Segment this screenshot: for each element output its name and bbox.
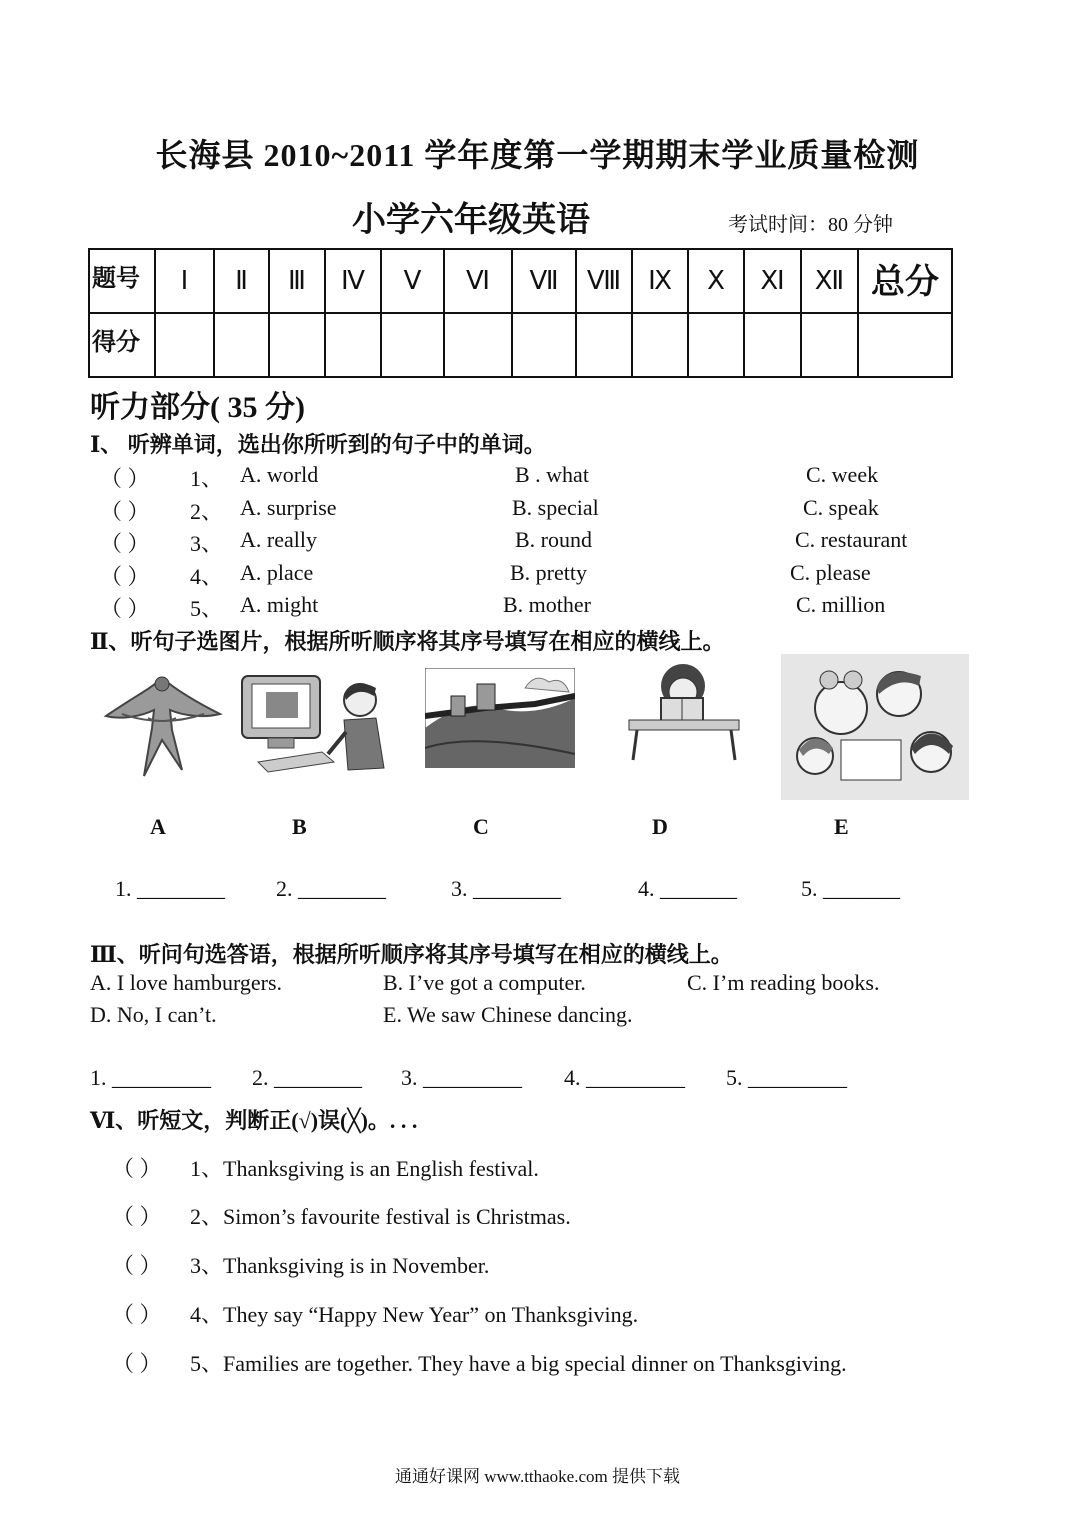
part4-instruction: Ⅵ、听短文，判断正(√)误(╳)。. . . [90,1108,418,1133]
score-col-11: Ⅺ [744,249,801,313]
score-cell[interactable] [214,313,269,377]
option-a: A. really [240,527,317,552]
score-col-4: Ⅳ [325,249,381,313]
answer-bracket[interactable]: （ ） [100,564,150,589]
statement-text: 5、Families are together. They have a big special dinner on Thanksgiving. [190,1351,847,1376]
option-b: B . what [515,462,589,487]
score-cell[interactable] [576,313,632,377]
answer-bracket[interactable]: （ ） [100,499,150,524]
picture-label-c: C [473,814,489,839]
item-number: 1、 [190,466,224,491]
answer-bracket[interactable]: （ ） [112,1351,162,1376]
part1-instruction: Ⅰ、 听辨单词，选出你所听到的句子中的单词。 [90,432,546,457]
answer-blank[interactable]: 4. _______ [638,876,737,901]
picture-label-e: E [834,814,849,839]
answer-bracket[interactable]: （ ） [112,1156,162,1181]
score-cell[interactable] [744,313,801,377]
answer-option: C. I’m reading books. [687,970,880,995]
answer-option: E. We saw Chinese dancing. [383,1002,633,1027]
statement-text: 4、They say “Happy New Year” on Thanksgiving. [190,1302,639,1327]
score-row-label-number: 题号 [89,249,155,313]
score-cell[interactable] [632,313,688,377]
score-cell[interactable] [381,313,444,377]
score-table [88,248,953,378]
statement-text: 2、Simon’s favourite festival is Christmas. [190,1204,571,1229]
score-col-10: Ⅹ [688,249,744,313]
option-c: C. please [790,560,871,585]
exam-title: 长海县 2010~2011 学年度第一学期期末学业质量检测 [155,137,920,173]
answer-blank[interactable]: 2. ________ [276,876,386,901]
item-number: 4、 [190,564,224,589]
answer-blank[interactable]: 5. _________ [726,1065,847,1090]
answer-option: B. I’ve got a computer. [383,970,586,995]
option-a: A. place [240,560,314,585]
answer-bracket[interactable]: （ ） [112,1204,162,1229]
score-col-6: Ⅵ [444,249,512,313]
answer-blank[interactable]: 1. _________ [90,1065,211,1090]
score-cell[interactable] [269,313,325,377]
picture-label-b: B [292,814,307,839]
answer-bracket[interactable]: （ ） [112,1253,162,1278]
answer-blank[interactable]: 3. _________ [401,1065,522,1090]
score-cell[interactable] [444,313,512,377]
answer-option: A. I love hamburgers. [90,970,283,995]
option-c: C. million [796,592,886,617]
score-total-label: 总分 [858,249,952,313]
answer-blank[interactable]: 4. _________ [564,1065,685,1090]
score-col-1: Ⅰ [155,249,214,313]
statement-text: 3、Thanksgiving is in November. [190,1253,490,1278]
answer-blank[interactable]: 3. ________ [451,876,561,901]
part2-instruction: Ⅱ、听句子选图片，根据所听顺序将其序号填写在相应的横线上。 [90,629,725,654]
score-cell[interactable] [325,313,381,377]
score-cell[interactable] [801,313,858,377]
score-col-8: Ⅷ [576,249,632,313]
great-wall-icon [425,668,575,768]
answer-blank[interactable]: 1. ________ [115,876,225,901]
option-b: B. round [515,527,592,552]
exam-subtitle: 小学六年级英语 [352,202,590,239]
item-number: 2、 [190,499,224,524]
answer-blank[interactable]: 5. _______ [801,876,900,901]
option-b: B. mother [503,592,591,617]
statement-text: 1、Thanksgiving is an English festival. [190,1156,539,1181]
answer-blank[interactable]: 2. ________ [252,1065,362,1090]
score-cell[interactable] [155,313,214,377]
score-row-label-score: 得分 [89,313,155,377]
picture-label-d: D [652,814,668,839]
score-col-3: Ⅲ [269,249,325,313]
kite-icon [92,658,232,788]
part3-instruction: Ⅲ、听问句选答语，根据所听顺序将其序号填写在相应的横线上。 [90,942,733,967]
computer-boy-icon [238,670,390,776]
item-number: 3、 [190,531,224,556]
option-c: C. week [806,462,879,487]
picture-label-a: A [150,814,166,839]
option-a: A. might [240,592,319,617]
option-a: A. surprise [240,495,337,520]
score-col-2: Ⅱ [214,249,269,313]
answer-bracket[interactable]: （ ） [100,596,150,621]
reading-girl-icon [625,662,743,762]
children-icon [781,654,969,800]
answer-bracket[interactable]: （ ） [100,466,150,491]
score-cell[interactable] [688,313,744,377]
option-a: A. world [240,462,319,487]
score-cell[interactable] [512,313,576,377]
answer-bracket[interactable]: （ ） [112,1302,162,1327]
answer-option: D. No, I can’t. [90,1002,217,1027]
score-col-7: Ⅶ [512,249,576,313]
option-c: C. restaurant [795,527,908,552]
page-footer: 通通好课网 www.tthaoke.com 提供下载 [394,1467,681,1486]
score-total-cell[interactable] [858,313,952,377]
listening-heading: 听力部分( 35 分) [90,391,305,424]
score-col-5: Ⅴ [381,249,444,313]
score-col-12: Ⅻ [801,249,858,313]
answer-bracket[interactable]: （ ） [100,531,150,556]
item-number: 5、 [190,596,224,621]
score-col-9: Ⅸ [632,249,688,313]
option-b: B. special [512,495,599,520]
option-c: C. speak [803,495,879,520]
exam-time: 考试时间：80 分钟 [728,214,893,236]
option-b: B. pretty [510,560,587,585]
